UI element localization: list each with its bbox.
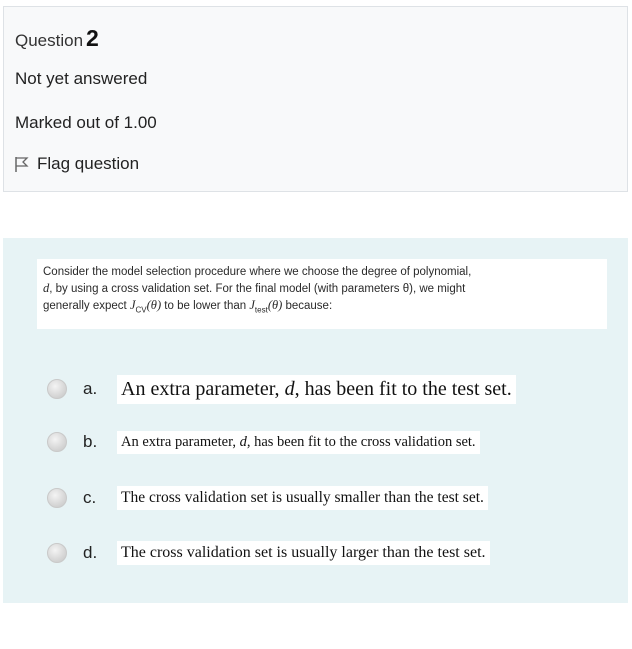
question-label: Question bbox=[15, 31, 84, 50]
answer-text: An extra parameter, d, has been fit to the cross validation set. bbox=[117, 431, 480, 454]
question-number: 2 bbox=[86, 25, 99, 51]
answer-letter: a. bbox=[83, 379, 98, 398]
marks-info: Marked out of 1.00 bbox=[15, 113, 157, 132]
answer-letter: c. bbox=[83, 488, 97, 507]
answer-text: The cross validation set is usually smaller than the test set. bbox=[117, 486, 488, 510]
question-title bbox=[15, 25, 99, 52]
radio-c[interactable] bbox=[47, 488, 67, 508]
answer-option-d[interactable] bbox=[47, 538, 490, 568]
j-test: J bbox=[249, 298, 255, 312]
answer-letter: b. bbox=[83, 432, 98, 451]
radio-d[interactable] bbox=[47, 543, 67, 563]
question-text bbox=[37, 259, 607, 329]
answer-text: The cross validation set is usually larger than the test set. bbox=[117, 541, 490, 565]
question-info-panel bbox=[3, 6, 628, 192]
answer-option-a[interactable] bbox=[47, 374, 516, 404]
question-text-line-3: generally expect $J_{CV}(\theta)$ to be lower than $J_{test}(\theta)$ because: bbox=[43, 298, 333, 315]
answer-text: An extra parameter, d, has been fit to the test set. bbox=[117, 375, 516, 404]
answer-option-b[interactable] bbox=[47, 427, 480, 457]
question-text-line-1: Consider the model selection procedure where we choose the degree of polynomial, bbox=[43, 266, 472, 278]
answer-letter: d. bbox=[83, 543, 98, 562]
var-d: d bbox=[43, 281, 50, 295]
answer-status: Not yet answered bbox=[15, 69, 148, 88]
cv-subscript: CV bbox=[135, 305, 147, 315]
flag-question-link[interactable] bbox=[13, 154, 139, 174]
test-subscript: test bbox=[254, 305, 268, 315]
j-cv: J bbox=[129, 298, 136, 312]
radio-a[interactable] bbox=[47, 379, 67, 399]
radio-b[interactable] bbox=[47, 432, 67, 452]
question-text-line-2: d, by using a cross validation set. For the final model (with parameters θ), we might bbox=[43, 281, 466, 295]
question-content-panel bbox=[3, 238, 628, 603]
flag-question-label: Flag question bbox=[37, 154, 140, 173]
answer-option-c[interactable] bbox=[47, 483, 488, 513]
flag-icon bbox=[13, 156, 29, 172]
